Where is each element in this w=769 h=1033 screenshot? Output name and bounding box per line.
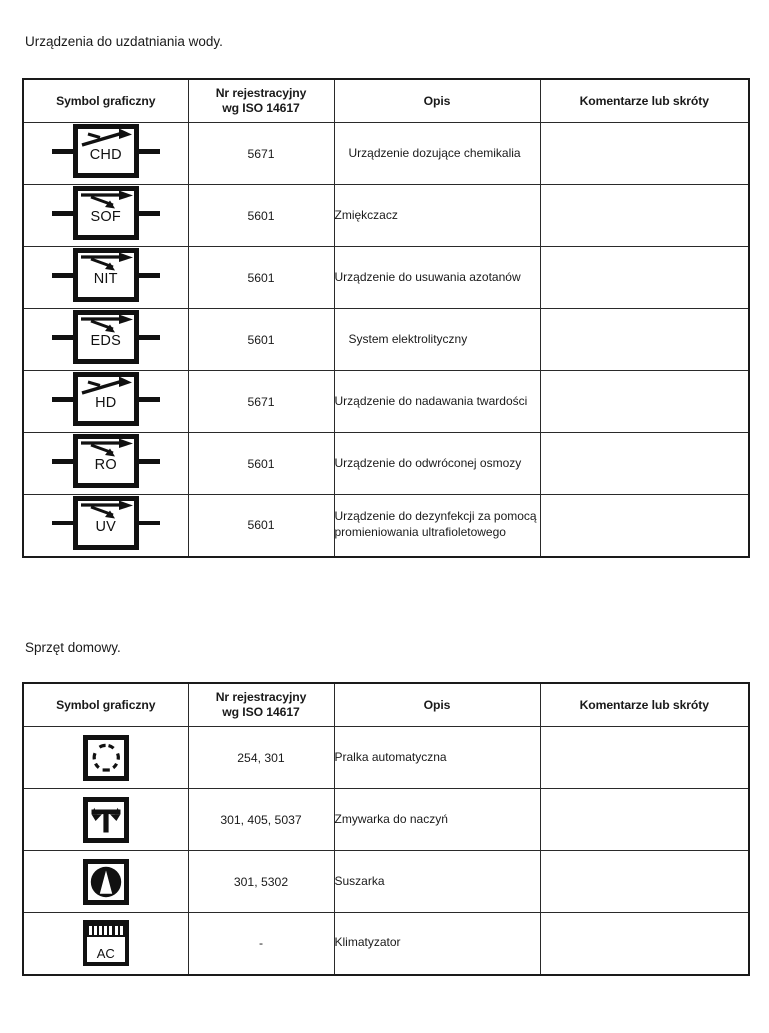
- symbol-cell-dishwasher: [23, 789, 188, 851]
- header-registration: [188, 79, 334, 123]
- registration-cell: 254, 301: [188, 727, 334, 789]
- header-comments: [540, 683, 749, 727]
- header-registration: [188, 683, 334, 727]
- table-row: [23, 185, 749, 247]
- inlet-line: [52, 273, 75, 278]
- header-symbol-label: Symbol graficzny: [56, 697, 156, 712]
- air-conditioner-icon: [83, 920, 129, 966]
- symbol-label: HD: [95, 395, 117, 411]
- water-device-symbol-hd: [52, 372, 160, 426]
- water-device-symbol-chd: [52, 124, 160, 178]
- inlet-line: [52, 211, 75, 216]
- symbol-cell-air-conditioner: [23, 913, 188, 975]
- inlet-line: [52, 521, 75, 526]
- water-device-symbol-uv: [52, 496, 160, 550]
- home-appliances-table: [22, 682, 750, 976]
- registration-cell: 301, 405, 5037: [188, 789, 334, 851]
- outlet-line: [137, 149, 160, 154]
- water-device-symbol-sof: [52, 186, 160, 240]
- comments-cell: [540, 123, 749, 185]
- header-comments-label: Komentarze lub skróty: [579, 93, 709, 108]
- water-device-symbol-eds: [52, 310, 160, 364]
- comments-cell: [540, 913, 749, 975]
- description-cell: Urządzenie do dezynfekcji za pomocą promieniowania ultrafioletowego: [334, 495, 540, 557]
- table-row: [23, 371, 749, 433]
- table-row: [23, 433, 749, 495]
- symbol-label: SOF: [90, 209, 121, 225]
- home-appliance-rows: [23, 727, 749, 975]
- outlet-line: [137, 521, 160, 526]
- registration-cell: 5601: [188, 309, 334, 371]
- table-row: [23, 247, 749, 309]
- comments-cell: [540, 371, 749, 433]
- registration-cell: 5601: [188, 185, 334, 247]
- description-cell: Suszarka: [334, 851, 540, 913]
- table-row: [23, 727, 749, 789]
- symbol-label: CHD: [89, 147, 122, 163]
- filled-circle-cone-glyph: [88, 864, 124, 900]
- symbol-label: NIT: [93, 271, 118, 287]
- description-cell: Urządzenie do usuwania azotanów: [334, 247, 540, 309]
- symbol-label: RO: [94, 457, 117, 473]
- table-header: [23, 683, 749, 727]
- registration-cell: 5601: [188, 433, 334, 495]
- header-registration-line1: Nr rejestracyjny: [215, 86, 307, 101]
- description-cell: Urządzenie dozujące chemikalia: [334, 123, 540, 185]
- header-symbol: [23, 79, 188, 123]
- symbol-cell-ro: [23, 433, 188, 495]
- outlet-line: [137, 397, 160, 402]
- registration-cell: 301, 5302: [188, 851, 334, 913]
- description-cell: Pralka automatyczna: [334, 727, 540, 789]
- header-row: [23, 683, 749, 727]
- symbol-cell-sof: [23, 185, 188, 247]
- outlet-line: [137, 335, 160, 340]
- outlet-line: [137, 211, 160, 216]
- comments-cell: [540, 495, 749, 557]
- symbol-cell-nit: [23, 247, 188, 309]
- section-title-home: Sprzęt domowy.: [25, 640, 121, 655]
- louver-vents: [87, 924, 125, 937]
- outlet-line: [137, 459, 160, 464]
- registration-cell: -: [188, 913, 334, 975]
- header-registration-line1: Nr rejestracyjny: [215, 690, 307, 705]
- symbol-label: UV: [95, 518, 117, 535]
- registration-cell: 5671: [188, 371, 334, 433]
- description-cell: Zmywarka do naczyń: [334, 789, 540, 851]
- comments-cell: [540, 309, 749, 371]
- water-treatment-rows: [23, 123, 749, 557]
- outlet-line: [137, 273, 160, 278]
- registration-cell: 5601: [188, 247, 334, 309]
- header-registration-line2: wg ISO 14617: [222, 705, 300, 719]
- description-cell: System elektrolityczny: [334, 309, 540, 371]
- table-row: [23, 789, 749, 851]
- inlet-line: [52, 397, 75, 402]
- table-row: [23, 913, 749, 975]
- description-cell: Zmiękczacz: [334, 185, 540, 247]
- dashed-circle-glyph: [88, 740, 124, 776]
- registration-cell: 5671: [188, 123, 334, 185]
- inlet-line: [52, 335, 75, 340]
- header-description-label: Opis: [423, 697, 451, 712]
- water-treatment-table: [22, 78, 750, 558]
- comments-cell: [540, 247, 749, 309]
- water-device-symbol-ro: [52, 434, 160, 488]
- header-symbol: [23, 683, 188, 727]
- comments-cell: [540, 789, 749, 851]
- section-title-water: Urządzenia do uzdatniania wody.: [25, 34, 223, 49]
- table-row: [23, 309, 749, 371]
- header-row: [23, 79, 749, 123]
- registration-cell: 5601: [188, 495, 334, 557]
- symbol-cell-washing-machine: [23, 727, 188, 789]
- inlet-line: [52, 459, 75, 464]
- description-cell: Klimatyzator: [334, 913, 540, 975]
- inlet-line: [52, 149, 75, 154]
- header-registration-line2: wg ISO 14617: [222, 101, 300, 115]
- table-row: [23, 495, 749, 557]
- table-header: [23, 79, 749, 123]
- symbol-cell-eds: [23, 309, 188, 371]
- symbol-label: AC: [96, 946, 115, 962]
- description-cell: Urządzenie do odwróconej osmozy: [334, 433, 540, 495]
- header-description: [334, 79, 540, 123]
- symbol-cell-uv: [23, 495, 188, 557]
- comments-cell: [540, 851, 749, 913]
- symbol-cell-hd: [23, 371, 188, 433]
- comments-cell: [540, 433, 749, 495]
- water-device-symbol-nit: [52, 248, 160, 302]
- washing-machine-icon: [83, 735, 129, 781]
- table-row: [23, 123, 749, 185]
- dishwasher-icon: [83, 797, 129, 843]
- symbol-cell-dryer: [23, 851, 188, 913]
- header-description: [334, 683, 540, 727]
- header-symbol-label: Symbol graficzny: [56, 93, 156, 108]
- table-row: [23, 851, 749, 913]
- header-comments-label: Komentarze lub skróty: [579, 697, 709, 712]
- dryer-icon: [83, 859, 129, 905]
- comments-cell: [540, 185, 749, 247]
- spray-arm-glyph: [88, 802, 124, 838]
- header-description-label: Opis: [423, 93, 451, 108]
- symbol-label: EDS: [90, 333, 121, 349]
- symbol-cell-chd: [23, 123, 188, 185]
- comments-cell: [540, 727, 749, 789]
- header-comments: [540, 79, 749, 123]
- description-cell: Urządzenie do nadawania twardości: [334, 371, 540, 433]
